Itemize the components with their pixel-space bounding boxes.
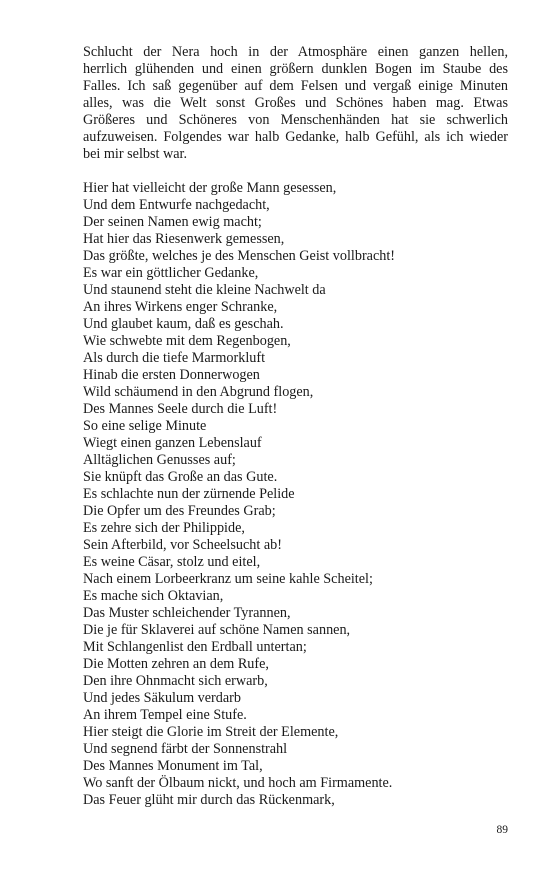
poem-line: Die je für Sklaverei auf schöne Namen sannen, — [83, 622, 351, 638]
poem-line: Das Feuer glüht mir durch das Rückenmark, — [83, 792, 335, 808]
poem-line: Alltäglichen Genusses auf; — [83, 452, 236, 468]
poem-line: Und staunend steht die kleine Nachwelt da — [83, 282, 326, 298]
poem-line: Mit Schlangenlist den Erdball untertan; — [83, 639, 307, 655]
poem — [83, 180, 508, 809]
poem-line: An ihrem Tempel eine Stufe. — [83, 707, 247, 723]
poem-line: Und jedes Säkulum verdarb — [83, 690, 241, 706]
poem-line: An ihres Wirkens enger Schranke, — [83, 299, 278, 315]
poem-line: Hier hat vielleicht der große Mann gesessen, — [83, 180, 337, 196]
poem-line: Sein Afterbild, vor Scheelsucht ab! — [83, 537, 282, 553]
poem-line: Als durch die tiefe Marmorkluft — [83, 350, 266, 366]
poem-line: Und glaubet kaum, daß es geschah. — [83, 316, 284, 332]
poem-line: Es zehre sich der Philippide, — [83, 520, 245, 536]
poem-line: Wo sanft der Ölbaum nickt, und hoch am Firmamente. — [83, 775, 393, 791]
prose-line: alles, was die Welt sonst Großes und Schönes haben mag. Etwas — [83, 95, 508, 111]
poem-line: Die Opfer um des Freundes Grab; — [83, 503, 276, 519]
poem-line: Es war ein göttlicher Gedanke, — [83, 265, 259, 281]
prose-line: Falles. Ich saß gegenüber auf dem Felsen und vergaß einige Minuten — [83, 78, 508, 94]
prose-line: aufzuweisen. Folgendes war halb Gedanke, halb Gefühl, als ich wieder — [83, 129, 508, 145]
poem-line: Hat hier das Riesenwerk gemessen, — [83, 231, 285, 247]
poem-line: Sie knüpft das Große an das Gute. — [83, 469, 278, 485]
poem-line: Des Mannes Seele durch die Luft! — [83, 401, 278, 417]
poem-line: So eine selige Minute — [83, 418, 207, 434]
prose-line: Schlucht der Nera hoch in der Atmosphäre einen ganzen hellen, — [83, 44, 508, 60]
poem-line: Das Muster schleichender Tyrannen, — [83, 605, 291, 621]
poem-line: Das größte, welches je des Menschen Geist vollbracht! — [83, 248, 396, 264]
poem-line: Es weine Cäsar, stolz und eitel, — [83, 554, 261, 570]
prose-line: bei mir selbst war. — [83, 146, 188, 162]
poem-line: Die Motten zehren an dem Rufe, — [83, 656, 269, 672]
page-body — [83, 44, 508, 809]
poem-line: Wie schwebte mit dem Regenbogen, — [83, 333, 291, 349]
poem-line: Und dem Entwurfe nachgedacht, — [83, 197, 270, 213]
prose-line: Größeres und Schöneres von Menschenhänden hat sie schwerlich — [83, 112, 508, 128]
poem-line: Wiegt einen ganzen Lebenslauf — [83, 435, 262, 451]
prose-paragraph — [83, 44, 508, 163]
poem-line: Und segnend färbt der Sonnenstrahl — [83, 741, 288, 757]
poem-line: Hinab die ersten Donnerwogen — [83, 367, 260, 383]
poem-line: Den ihre Ohnmacht sich erwarb, — [83, 673, 268, 689]
poem-line: Der seinen Namen ewig macht; — [83, 214, 262, 230]
poem-line: Hier steigt die Glorie im Streit der Elemente, — [83, 724, 339, 740]
page-number: 89 — [496, 824, 508, 836]
prose-line: herrlich glühenden und einen größern dunklen Bogen im Staube des — [83, 61, 508, 77]
poem-line: Es mache sich Oktavian, — [83, 588, 224, 604]
poem-line: Es schlachte nun der zürnende Pelide — [83, 486, 295, 502]
poem-line: Nach einem Lorbeerkranz um seine kahle Scheitel; — [83, 571, 373, 587]
poem-line: Des Mannes Monument im Tal, — [83, 758, 263, 774]
poem-line: Wild schäumend in den Abgrund flogen, — [83, 384, 314, 400]
